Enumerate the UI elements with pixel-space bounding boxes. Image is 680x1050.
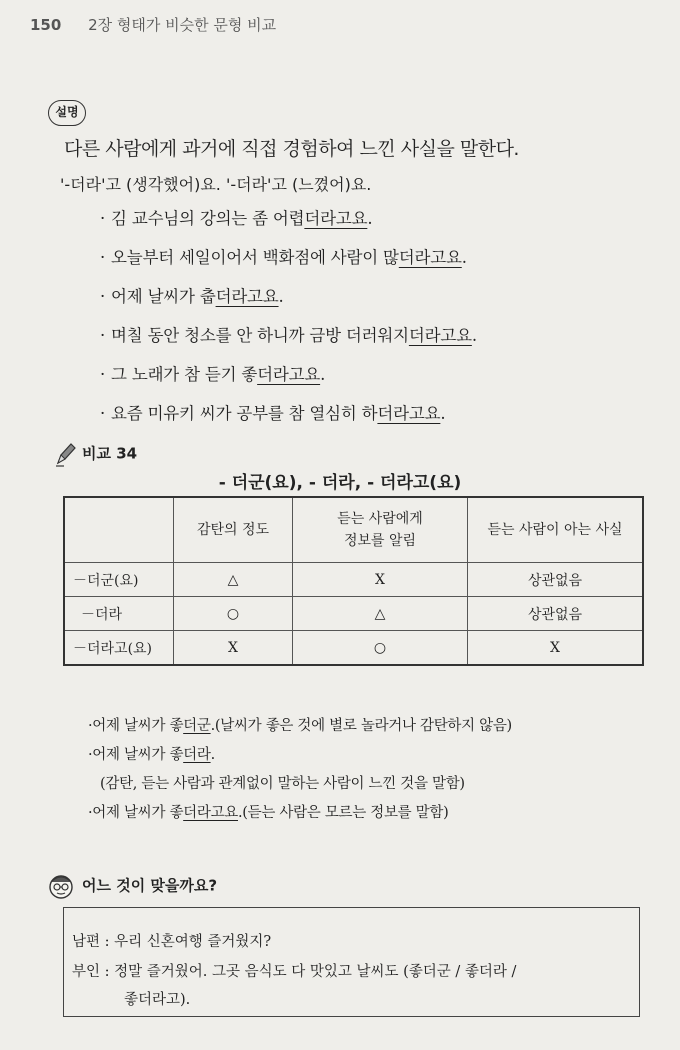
table-header-cell: 감탄의 정도 — [174, 497, 293, 563]
explanation-main: 다른 사람에게 과거에 직접 경험하여 느낀 사실을 말한다. — [64, 138, 519, 160]
example-item: · 요즘 미유키 씨가 공부를 참 열심히 하더라고요. — [100, 404, 446, 423]
table-header-cell — [64, 497, 174, 563]
comparison-table — [63, 496, 644, 666]
dialogue-line: 부인 : 정말 즐거웠어. 그곳 음식도 다 맛있고 날씨도 (좋더군 / 좋더라 / — [72, 964, 517, 980]
table-row — [64, 631, 643, 666]
note-item: ·어제 날씨가 좋더군.(날씨가 좋은 것에 별로 놀라거나 감탄하지 않음) — [88, 718, 512, 734]
comparison-title: - 더군(요), - 더라, - 더라고(요) — [218, 473, 462, 493]
example-list — [100, 205, 477, 439]
table-header-cell: 듣는 사람에게 정보를 알림 — [293, 497, 468, 563]
chapter-title: 2장 형태가 비슷한 문형 비교 — [88, 16, 277, 34]
notes-list — [88, 714, 512, 830]
table-row-label: －더군(요) — [64, 563, 174, 597]
pencil-icon — [54, 441, 78, 467]
table-cell: △ — [293, 597, 468, 631]
table-row — [64, 597, 643, 631]
example-item: · 어제 날씨가 춥더라고요. — [100, 287, 284, 306]
example-item: · 오늘부터 세일이어서 백화점에 사람이 많더라고요. — [100, 248, 467, 267]
table-cell: △ — [174, 563, 293, 597]
explanation-badge: 설명 — [48, 100, 86, 126]
dialogue-line: 남편 : 우리 신혼여행 즐거웠지? — [72, 934, 272, 950]
table-cell: X — [293, 563, 468, 597]
page-header — [30, 14, 276, 35]
table-row — [64, 563, 643, 597]
quiz-label: 어느 것이 맞을까요? — [46, 872, 217, 900]
note-item: ·어제 날씨가 좋더라고요.(듣는 사람은 모르는 정보를 말함) — [88, 805, 449, 821]
table-row-label: －더라 — [64, 597, 174, 631]
table-cell: X — [468, 631, 644, 666]
page-number: 150 — [30, 16, 62, 34]
quiz-dialogue-box — [63, 907, 640, 1017]
dialogue-line: 좋더라고). — [124, 992, 191, 1008]
comparison-label: 비교 34 — [54, 441, 137, 467]
table-header-cell: 듣는 사람이 아는 사실 — [468, 497, 644, 563]
table-cell: ○ — [293, 631, 468, 666]
table-cell: 상관없음 — [468, 563, 644, 597]
example-item: · 김 교수님의 강의는 좀 어렵더라고요. — [100, 209, 373, 228]
table-cell: X — [174, 631, 293, 666]
explanation-note: '-더라'고 (생각했어)요. '-더라'고 (느꼈어)요. — [60, 175, 372, 194]
table-cell: ○ — [174, 597, 293, 631]
table-row-label: －더라고(요) — [64, 631, 174, 666]
table-header-row — [64, 497, 643, 563]
thinking-face-icon — [46, 872, 76, 900]
table-cell: 상관없음 — [468, 597, 644, 631]
example-item: · 며칠 동안 청소를 안 하니까 금방 더러워지더라고요. — [100, 326, 477, 345]
example-item: · 그 노래가 참 듣기 좋더라고요. — [100, 365, 326, 384]
note-item: ·어제 날씨가 좋더라. — [88, 747, 215, 763]
note-item: (감탄, 듣는 사람과 관계없이 말하는 사람이 느낀 것을 말함) — [100, 776, 465, 792]
